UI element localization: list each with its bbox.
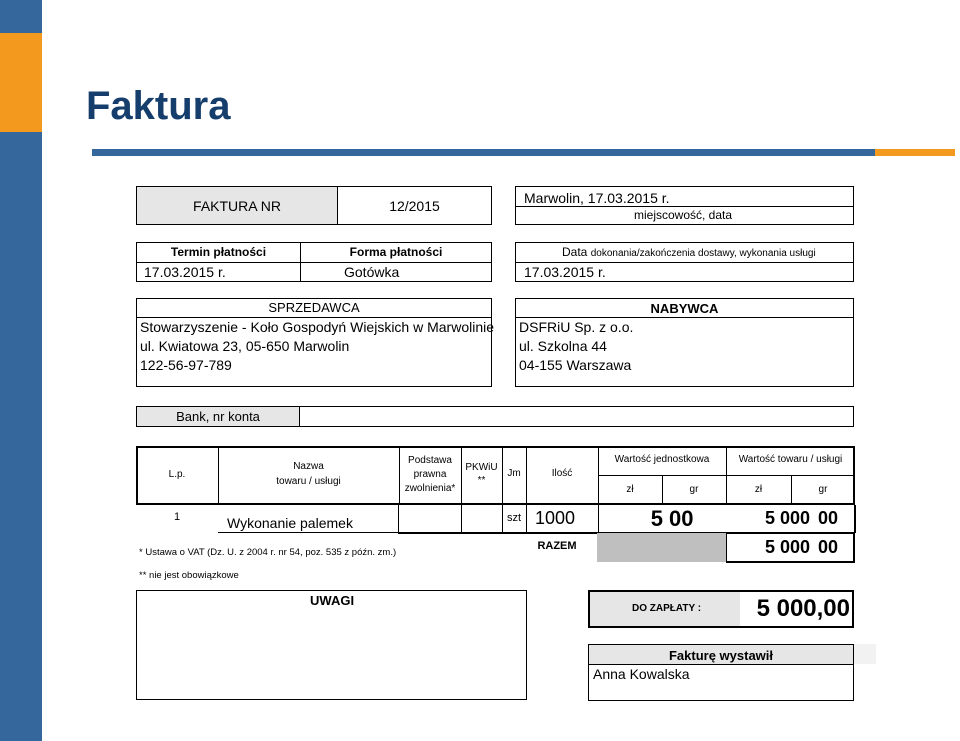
- due-date-value: 17.03.2015 r.: [144, 264, 226, 280]
- row-qty: 1000: [535, 508, 576, 528]
- bank-label: Bank, nr konta: [136, 406, 300, 427]
- header-total-zl: zł: [754, 484, 763, 495]
- header-unit: Jm: [507, 468, 521, 479]
- sum-total-zl: 5 000: [764, 537, 810, 557]
- sum-shaded-cell: [597, 533, 726, 562]
- header-pkwiu-line1: PKWiU: [465, 462, 498, 473]
- buyer-city: 04-155 Warszawa: [519, 357, 632, 373]
- page-title: Faktura: [86, 84, 231, 128]
- sidebar-accent: [0, 33, 42, 132]
- delivery-date-label: Data dokonania/zakończenia dostawy, wykonania usługi: [562, 245, 816, 259]
- footnote-optional: ** nie jest obowiązkowe: [139, 570, 239, 581]
- row-unit-gr: 00: [669, 506, 694, 531]
- payment-terms-box: [136, 242, 492, 282]
- row-unit: szt: [506, 512, 522, 524]
- bank-account-field: [299, 406, 854, 427]
- header-total-value: Wartość towaru / usługi: [738, 454, 843, 465]
- table-row: [136, 505, 855, 533]
- row-unit-zl: 5: [650, 506, 663, 531]
- seller-box: [136, 298, 495, 387]
- place-date-box: [515, 186, 854, 225]
- seller-name: Stowarzyszenie - Koło Gospodyń Wiejskich w Marwolinie: [140, 319, 495, 335]
- header-lp: L.p.: [168, 469, 186, 480]
- payment-method-label: Forma płatności: [349, 245, 443, 259]
- header-name-line1: Nazwa: [293, 461, 324, 472]
- seller-nip: 122-56-97-789: [140, 357, 232, 373]
- invoice-number-label: FAKTURA NR: [136, 186, 338, 225]
- buyer-name: DSFRiU Sp. z o.o.: [519, 319, 634, 335]
- delivery-date-value: 17.03.2015 r.: [524, 264, 606, 280]
- amount-due-label: DO ZAPŁATY :: [632, 603, 702, 614]
- place-date-label: miejscowość, data: [634, 208, 733, 222]
- header-qty: Ilość: [551, 468, 573, 479]
- amount-due-value: 5 000,00: [756, 595, 850, 622]
- invoice-number: 12/2015: [337, 186, 492, 225]
- header-basis-line1: Podstawa: [408, 455, 452, 466]
- header-total-gr: gr: [818, 484, 828, 495]
- issuer-label: Fakturę wystawił: [668, 648, 774, 663]
- header-basis-line2: prawna: [413, 469, 447, 480]
- seller-header: SPRZEDAWCA: [268, 300, 360, 315]
- title-rule-orange: [875, 149, 955, 156]
- delivery-date-box: [515, 242, 854, 282]
- header-basis-line3: zwolnienia*: [404, 483, 456, 494]
- issuer-name: Anna Kowalska: [593, 666, 690, 682]
- title-rule-blue: [92, 149, 875, 156]
- amount-due-box: [588, 590, 854, 628]
- row-total-gr: 00: [818, 508, 839, 528]
- payment-method-value: Gotówka: [344, 264, 400, 280]
- buyer-header: NABYWCA: [650, 301, 719, 316]
- row-total-zl: 5 000: [764, 508, 810, 528]
- footnote-vat: * Ustawa o VAT (Dz. U. z 2004 r. nr 54, poz. 535 z późn. zm.): [139, 547, 397, 558]
- row-name: Wykonanie palemek: [227, 515, 353, 531]
- header-unit-zl: zł: [626, 484, 634, 495]
- items-table: [136, 446, 855, 563]
- due-date-label: Termin płatności: [170, 245, 267, 259]
- issuer-box: [588, 644, 854, 701]
- header-unit-value: Wartość jednostkowa: [614, 454, 710, 465]
- row-lp: 1: [174, 511, 181, 523]
- issuer-header-extension: [854, 644, 876, 664]
- buyer-street: ul. Szkolna 44: [519, 338, 607, 354]
- header-name-line2: towaru / usługi: [276, 476, 341, 487]
- seller-address: ul. Kwiatowa 23, 05-650 Marwolin: [140, 338, 350, 354]
- sum-label: RAZEM: [537, 540, 577, 552]
- remarks-box: [136, 590, 527, 700]
- remarks-label: UWAGI: [310, 593, 355, 608]
- place-date-value: Marwolin, 17.03.2015 r.: [524, 190, 670, 206]
- sum-total-gr: 00: [818, 537, 839, 557]
- header-unit-gr: gr: [689, 484, 699, 495]
- header-pkwiu-line2: **: [477, 475, 486, 486]
- buyer-box: [515, 298, 854, 387]
